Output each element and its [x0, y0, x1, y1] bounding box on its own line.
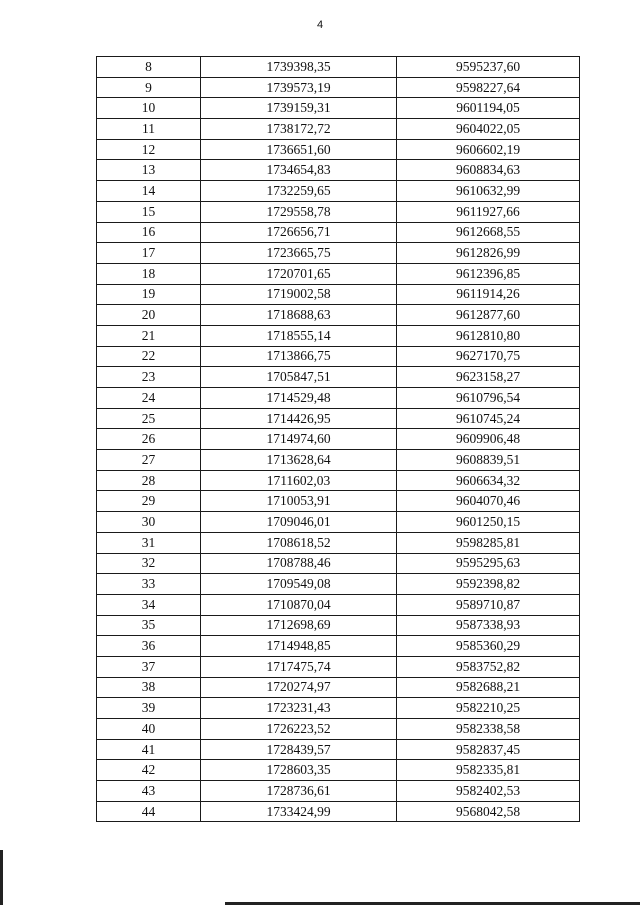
x-coordinate-cell: 1710870,04 — [201, 594, 397, 615]
table-row — [97, 305, 580, 326]
table-row — [97, 243, 580, 264]
x-coordinate-cell: 1732259,65 — [201, 181, 397, 202]
point-number-cell: 30 — [97, 512, 201, 533]
table-row — [97, 594, 580, 615]
y-coordinate-cell: 9592398,82 — [397, 574, 580, 595]
y-coordinate-cell: 9612877,60 — [397, 305, 580, 326]
table-row — [97, 781, 580, 802]
table-row — [97, 470, 580, 491]
y-coordinate-cell: 9601250,15 — [397, 512, 580, 533]
y-coordinate-cell: 9608834,63 — [397, 160, 580, 181]
x-coordinate-cell: 1714426,95 — [201, 408, 397, 429]
y-coordinate-cell: 9568042,58 — [397, 801, 580, 822]
table-row — [97, 201, 580, 222]
point-number-cell: 17 — [97, 243, 201, 264]
table-row — [97, 98, 580, 119]
table-row — [97, 656, 580, 677]
y-coordinate-cell: 9606602,19 — [397, 139, 580, 160]
table-row — [97, 181, 580, 202]
x-coordinate-cell: 1711602,03 — [201, 470, 397, 491]
table-row — [97, 325, 580, 346]
point-number-cell: 19 — [97, 284, 201, 305]
point-number-cell: 34 — [97, 594, 201, 615]
table-row — [97, 119, 580, 140]
point-number-cell: 28 — [97, 470, 201, 491]
point-number-cell: 35 — [97, 615, 201, 636]
point-number-cell: 10 — [97, 98, 201, 119]
page-number: 4 — [316, 19, 324, 31]
point-number-cell: 18 — [97, 263, 201, 284]
y-coordinate-cell: 9608839,51 — [397, 450, 580, 471]
point-number-cell: 41 — [97, 739, 201, 760]
x-coordinate-cell: 1728439,57 — [201, 739, 397, 760]
y-coordinate-cell: 9598285,81 — [397, 532, 580, 553]
point-number-cell: 21 — [97, 325, 201, 346]
table-row — [97, 263, 580, 284]
coordinates-table — [96, 56, 580, 822]
table-row — [97, 553, 580, 574]
x-coordinate-cell: 1705847,51 — [201, 367, 397, 388]
point-number-cell: 12 — [97, 139, 201, 160]
x-coordinate-cell: 1708788,46 — [201, 553, 397, 574]
y-coordinate-cell: 9610745,24 — [397, 408, 580, 429]
point-number-cell: 23 — [97, 367, 201, 388]
x-coordinate-cell: 1713628,64 — [201, 450, 397, 471]
table-row — [97, 491, 580, 512]
table-row — [97, 739, 580, 760]
x-coordinate-cell: 1709046,01 — [201, 512, 397, 533]
x-coordinate-cell: 1729558,78 — [201, 201, 397, 222]
y-coordinate-cell: 9623158,27 — [397, 367, 580, 388]
table-row — [97, 346, 580, 367]
point-number-cell: 40 — [97, 719, 201, 740]
point-number-cell: 29 — [97, 491, 201, 512]
point-number-cell: 25 — [97, 408, 201, 429]
y-coordinate-cell: 9582837,45 — [397, 739, 580, 760]
table-row — [97, 284, 580, 305]
x-coordinate-cell: 1739159,31 — [201, 98, 397, 119]
y-coordinate-cell: 9582688,21 — [397, 677, 580, 698]
point-number-cell: 33 — [97, 574, 201, 595]
point-number-cell: 14 — [97, 181, 201, 202]
point-number-cell: 24 — [97, 388, 201, 409]
point-number-cell: 8 — [97, 57, 201, 78]
point-number-cell: 13 — [97, 160, 201, 181]
point-number-cell: 39 — [97, 698, 201, 719]
table-row — [97, 698, 580, 719]
table-row — [97, 429, 580, 450]
x-coordinate-cell: 1718688,63 — [201, 305, 397, 326]
y-coordinate-cell: 9601194,05 — [397, 98, 580, 119]
y-coordinate-cell: 9604070,46 — [397, 491, 580, 512]
y-coordinate-cell: 9610796,54 — [397, 388, 580, 409]
y-coordinate-cell: 9595237,60 — [397, 57, 580, 78]
x-coordinate-cell: 1723231,43 — [201, 698, 397, 719]
x-coordinate-cell: 1723665,75 — [201, 243, 397, 264]
x-coordinate-cell: 1726656,71 — [201, 222, 397, 243]
table-row — [97, 760, 580, 781]
y-coordinate-cell: 9612810,80 — [397, 325, 580, 346]
point-number-cell: 16 — [97, 222, 201, 243]
y-coordinate-cell: 9595295,63 — [397, 553, 580, 574]
x-coordinate-cell: 1738172,72 — [201, 119, 397, 140]
point-number-cell: 27 — [97, 450, 201, 471]
x-coordinate-cell: 1739398,35 — [201, 57, 397, 78]
point-number-cell: 9 — [97, 77, 201, 98]
table-row — [97, 532, 580, 553]
x-coordinate-cell: 1718555,14 — [201, 325, 397, 346]
x-coordinate-cell: 1726223,52 — [201, 719, 397, 740]
table-row — [97, 77, 580, 98]
y-coordinate-cell: 9606634,32 — [397, 470, 580, 491]
point-number-cell: 37 — [97, 656, 201, 677]
table-row — [97, 367, 580, 388]
x-coordinate-cell: 1736651,60 — [201, 139, 397, 160]
table-row — [97, 388, 580, 409]
point-number-cell: 32 — [97, 553, 201, 574]
table-row — [97, 450, 580, 471]
y-coordinate-cell: 9612826,99 — [397, 243, 580, 264]
y-coordinate-cell: 9598227,64 — [397, 77, 580, 98]
table-row — [97, 677, 580, 698]
x-coordinate-cell: 1708618,52 — [201, 532, 397, 553]
y-coordinate-cell: 9585360,29 — [397, 636, 580, 657]
coordinates-table-body — [97, 57, 580, 822]
table-row — [97, 160, 580, 181]
point-number-cell: 26 — [97, 429, 201, 450]
y-coordinate-cell: 9582210,25 — [397, 698, 580, 719]
table-row — [97, 139, 580, 160]
point-number-cell: 36 — [97, 636, 201, 657]
x-coordinate-cell: 1710053,91 — [201, 491, 397, 512]
y-coordinate-cell: 9610632,99 — [397, 181, 580, 202]
y-coordinate-cell: 9604022,05 — [397, 119, 580, 140]
point-number-cell: 31 — [97, 532, 201, 553]
table-row — [97, 574, 580, 595]
x-coordinate-cell: 1713866,75 — [201, 346, 397, 367]
point-number-cell: 42 — [97, 760, 201, 781]
x-coordinate-cell: 1728736,61 — [201, 781, 397, 802]
x-coordinate-cell: 1739573,19 — [201, 77, 397, 98]
table-row — [97, 57, 580, 78]
x-coordinate-cell: 1720701,65 — [201, 263, 397, 284]
scan-edge-left — [0, 850, 3, 905]
table-row — [97, 222, 580, 243]
x-coordinate-cell: 1717475,74 — [201, 656, 397, 677]
point-number-cell: 15 — [97, 201, 201, 222]
x-coordinate-cell: 1719002,58 — [201, 284, 397, 305]
y-coordinate-cell: 9587338,93 — [397, 615, 580, 636]
y-coordinate-cell: 9582335,81 — [397, 760, 580, 781]
y-coordinate-cell: 9609906,48 — [397, 429, 580, 450]
x-coordinate-cell: 1714974,60 — [201, 429, 397, 450]
point-number-cell: 11 — [97, 119, 201, 140]
x-coordinate-cell: 1728603,35 — [201, 760, 397, 781]
y-coordinate-cell: 9612396,85 — [397, 263, 580, 284]
y-coordinate-cell: 9589710,87 — [397, 594, 580, 615]
point-number-cell: 43 — [97, 781, 201, 802]
y-coordinate-cell: 9582338,58 — [397, 719, 580, 740]
y-coordinate-cell: 9611927,66 — [397, 201, 580, 222]
x-coordinate-cell: 1734654,83 — [201, 160, 397, 181]
x-coordinate-cell: 1709549,08 — [201, 574, 397, 595]
table-row — [97, 615, 580, 636]
x-coordinate-cell: 1714948,85 — [201, 636, 397, 657]
point-number-cell: 20 — [97, 305, 201, 326]
y-coordinate-cell: 9627170,75 — [397, 346, 580, 367]
table-row — [97, 408, 580, 429]
y-coordinate-cell: 9612668,55 — [397, 222, 580, 243]
table-row — [97, 801, 580, 822]
x-coordinate-cell: 1712698,69 — [201, 615, 397, 636]
point-number-cell: 22 — [97, 346, 201, 367]
table-row — [97, 512, 580, 533]
x-coordinate-cell: 1720274,97 — [201, 677, 397, 698]
point-number-cell: 44 — [97, 801, 201, 822]
table-row — [97, 719, 580, 740]
y-coordinate-cell: 9611914,26 — [397, 284, 580, 305]
y-coordinate-cell: 9582402,53 — [397, 781, 580, 802]
x-coordinate-cell: 1733424,99 — [201, 801, 397, 822]
point-number-cell: 38 — [97, 677, 201, 698]
y-coordinate-cell: 9583752,82 — [397, 656, 580, 677]
x-coordinate-cell: 1714529,48 — [201, 388, 397, 409]
table-row — [97, 636, 580, 657]
